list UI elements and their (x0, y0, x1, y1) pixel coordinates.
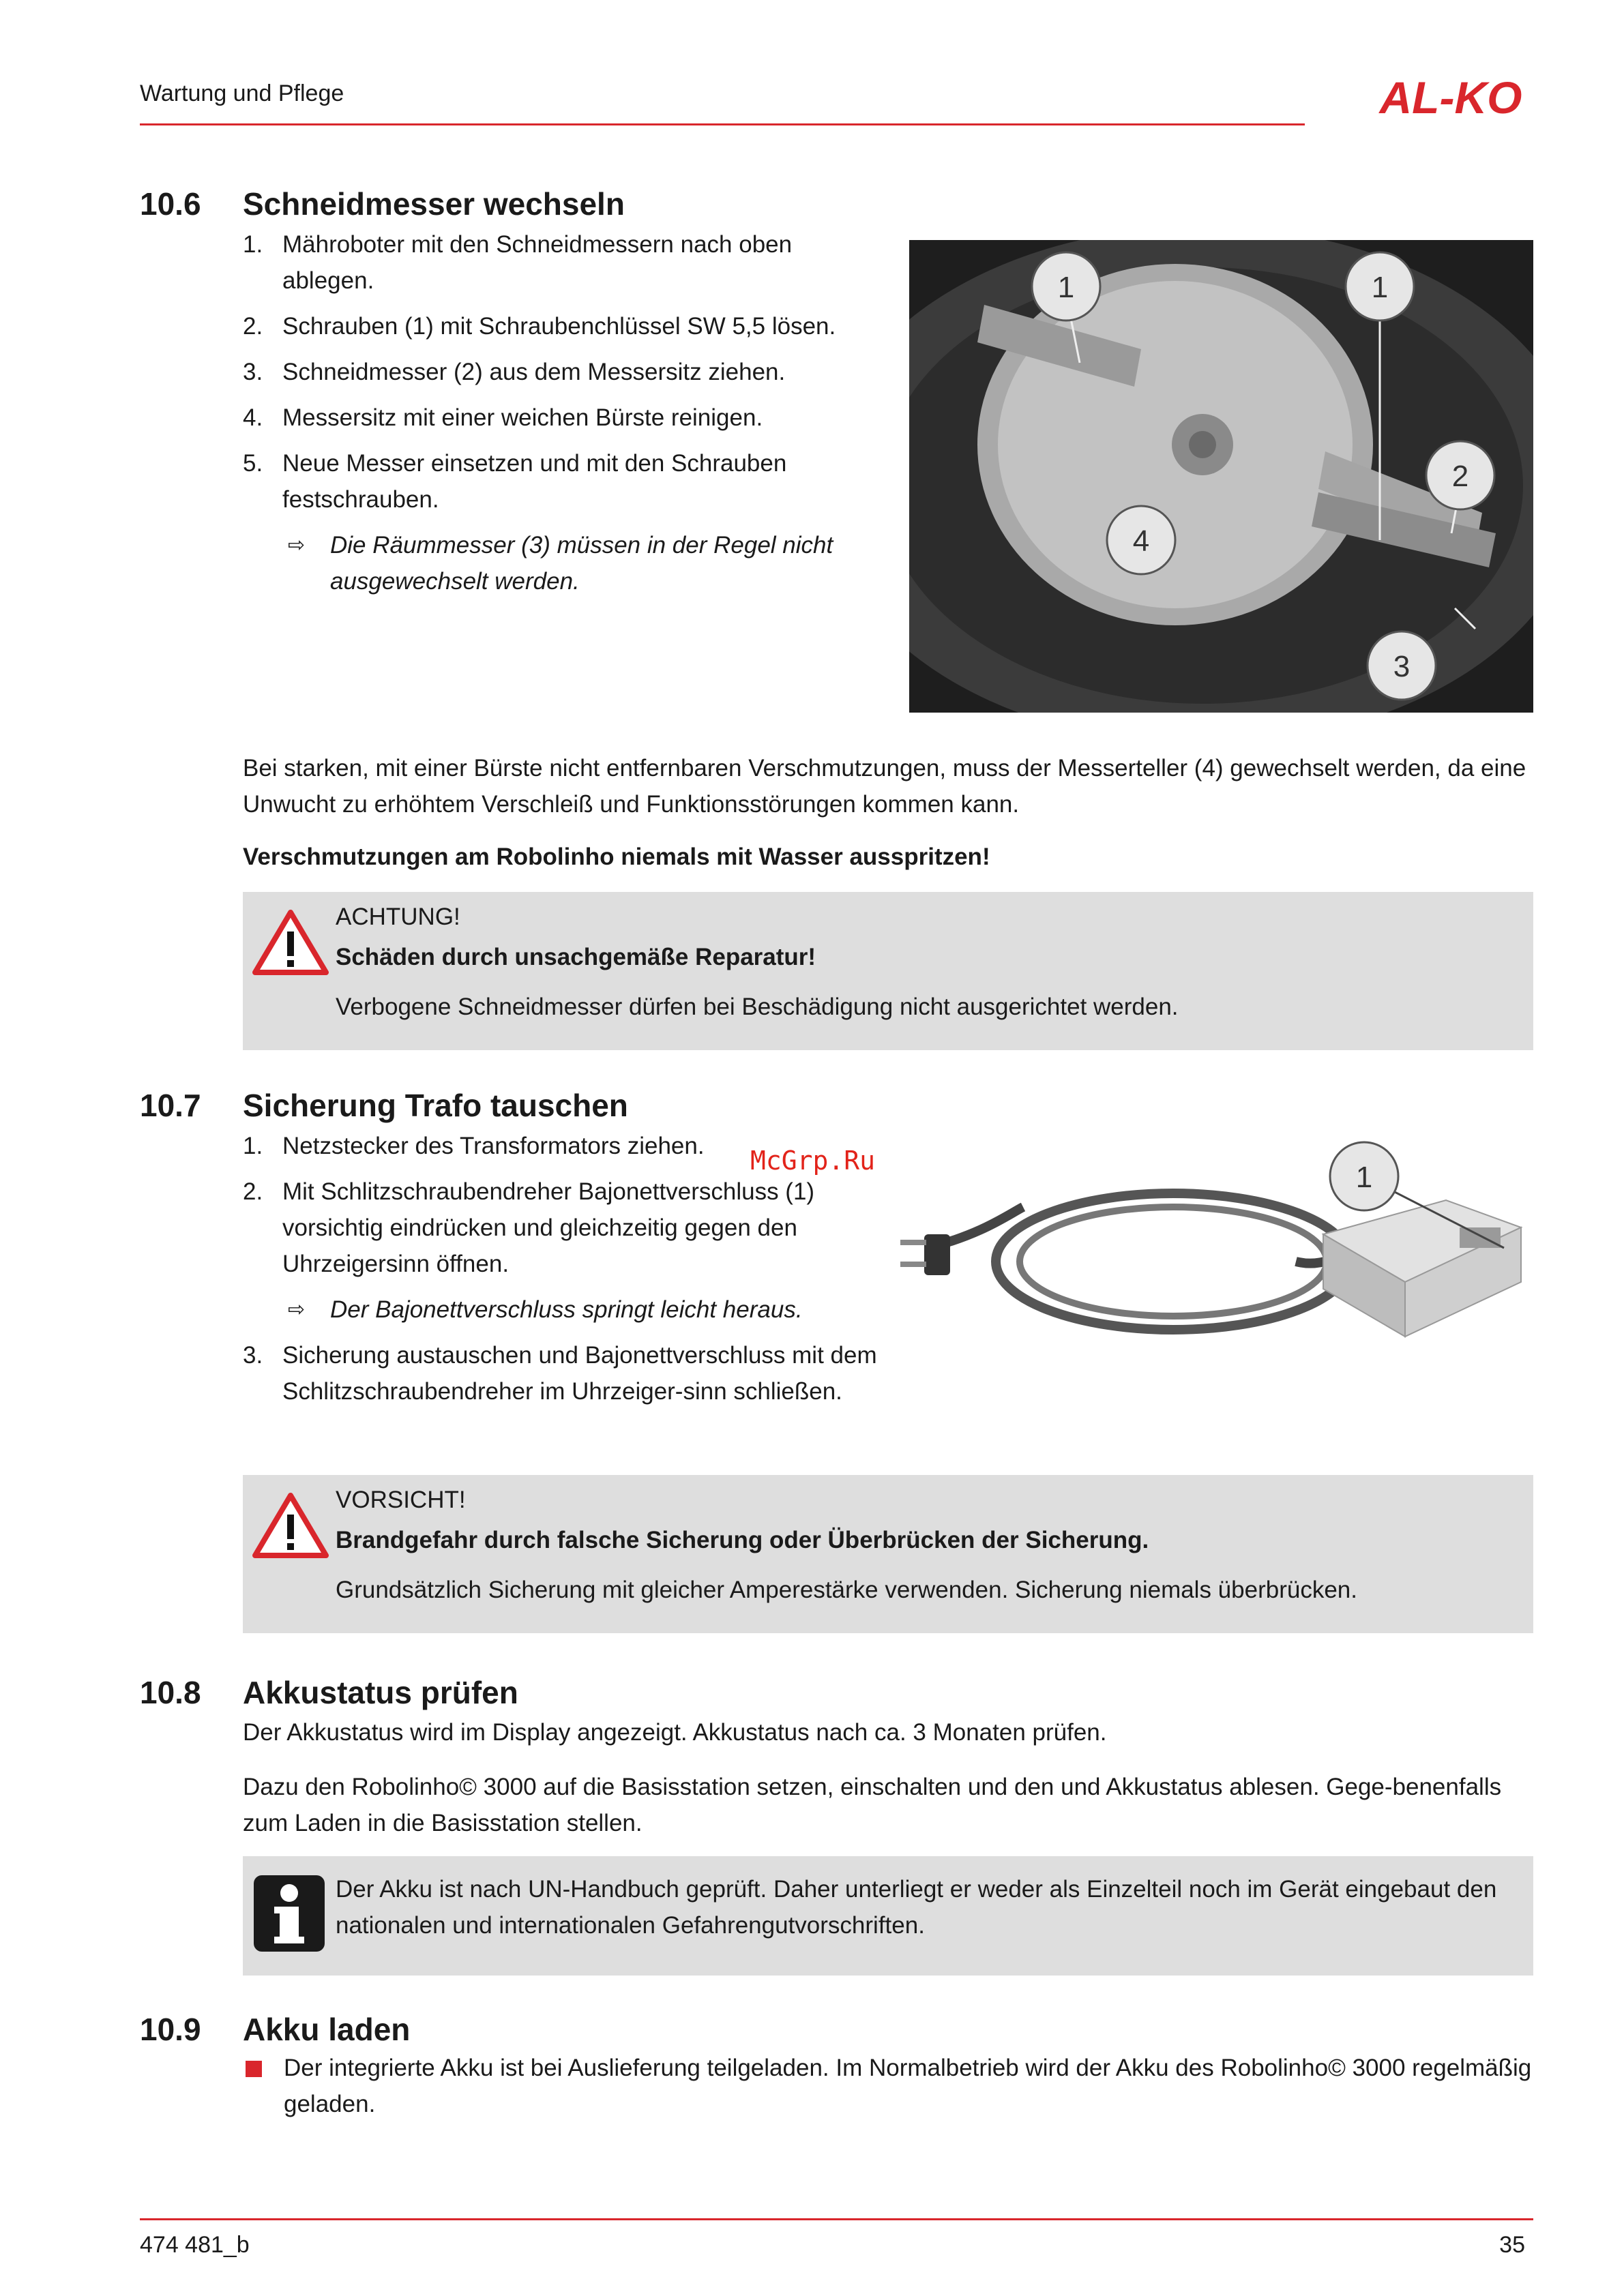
callout-2-icon (1426, 441, 1494, 509)
page-number: 35 (1499, 2232, 1525, 2258)
section-title-10-6: Schneidmesser wechseln (243, 186, 625, 222)
callout-1b-icon (1346, 252, 1414, 320)
section-title-10-9: Akku laden (243, 2012, 411, 2047)
list-item: 1. Mähroboter mit den Schneidmessern nach oben ablegen. (243, 231, 793, 294)
callout-1a-icon (1032, 252, 1100, 320)
section-title-10-8: Akkustatus prüfen (243, 1675, 518, 1710)
notice-vorsicht (243, 1475, 1533, 1633)
callout-3-icon (1368, 631, 1436, 700)
svg-text:2: 2 (1451, 460, 1469, 493)
footer-rule (140, 2218, 1533, 2220)
warning-water: Verschmutzungen am Robolinho niemals mit Wasser ausspritzen! (243, 844, 990, 870)
running-header: Wartung und Pflege (140, 80, 344, 106)
section-number-10-9: 10.9 (140, 2012, 201, 2047)
svg-text:1: 1 (1057, 271, 1075, 304)
doc-number: 474 481_b (140, 2232, 250, 2258)
section-number-10-7: 10.7 (140, 1088, 201, 1123)
svg-text:4: 4 (1132, 524, 1150, 558)
steps-10-6 (243, 226, 877, 609)
svg-text:1: 1 (1371, 271, 1389, 304)
svg-text:3: 3 (1393, 650, 1411, 683)
logo-text: AL-KO (1379, 74, 1522, 121)
paragraph-basisstation: Dazu den Robolinho© 3000 auf die Basisstation setzen, einschalten und den und Akkustatus ablesen. Gege-benenfalls zum Laden in die Basisstation stellen. (243, 1774, 1502, 1836)
bullet-square-icon (246, 2061, 262, 2077)
result-note: ⇨ Der Bajonettverschluss springt leicht heraus. (243, 1292, 877, 1328)
signal-word: VORSICHT! (336, 1487, 466, 1513)
callout-1-icon (1330, 1142, 1398, 1210)
list-item: 5. Neue Messer einsetzen und mit den Schrauben festschrauben. (243, 450, 787, 513)
warning-triangle-icon (251, 1491, 330, 1560)
transformer-photo (887, 1132, 1533, 1384)
notice-text: Grundsätzlich Sicherung mit gleicher Amperestärke verwenden. Sicherung niemals überbrücken. (336, 1577, 1357, 1603)
notice-text: Verbogene Schneidmesser dürfen bei Beschädigung nicht ausgerichtet werden. (336, 994, 1179, 1020)
callout-4-icon (1107, 506, 1175, 574)
notice-achtung (243, 892, 1533, 1050)
list-item: 2. Schrauben (1) mit Schraubenchlüssel SW 5,5 lösen. (243, 313, 836, 340)
notice-headline: Schäden durch unsachgemäße Reparatur! (336, 944, 816, 970)
warning-triangle-icon (251, 908, 330, 976)
bullet-text: Der integrierte Akku ist bei Auslieferung teilgeladen. Im Normalbetrieb wird der Akku des Robolinho© 3000 regelmäßig geladen. (284, 2055, 1532, 2117)
info-icon (254, 1875, 325, 1952)
list-item: 2. Mit Schlitzschraubendreher Bajonettverschluss (1) vorsichtig eindrücken und gleichzeitig gegen den Uhrzeigersinn öffnen. (243, 1178, 815, 1277)
blade-photo (909, 240, 1533, 713)
paragraph-brush: Bei starken, mit einer Bürste nicht entfernbaren Verschmutzungen, muss der Messerteller (4) gewechselt werden, da eine Unwucht zu erhöhtem Verschleiß und Funktionsstörungen kommen kann. (243, 755, 1526, 818)
section-number-10-6: 10.6 (140, 186, 201, 222)
list-item: 3. Schneidmesser (2) aus dem Messersitz ziehen. (243, 359, 786, 385)
section-number-10-8: 10.8 (140, 1675, 201, 1710)
section-title-10-7: Sicherung Trafo tauschen (243, 1088, 628, 1123)
result-note: ⇨ Die Räummesser (3) müssen in der Regel nicht ausgewechselt werden. (243, 527, 877, 599)
watermark: McGrp.Ru (750, 1146, 876, 1176)
info-box (243, 1856, 1533, 1976)
list-item: 1. Netzstecker des Transformators ziehen. (243, 1133, 705, 1159)
svg-text:1: 1 (1355, 1161, 1373, 1194)
arrow-icon: ⇨ (288, 1298, 306, 1321)
paragraph-akkustatus: Der Akkustatus wird im Display angezeigt. Akkustatus nach ca. 3 Monaten prüfen. (243, 1719, 1107, 1746)
list-item: 4. Messersitz mit einer weichen Bürste reinigen. (243, 404, 763, 431)
notice-headline: Brandgefahr durch falsche Sicherung oder Überbrücken der Sicherung. (336, 1527, 1149, 1553)
header-rule (140, 123, 1305, 125)
info-text: Der Akku ist nach UN-Handbuch geprüft. Daher unterliegt er weder als Einzelteil noch im Gerät eingebaut den nationalen und internationalen Gefahrengutvorschriften. (336, 1876, 1497, 1939)
alko-logo (1366, 74, 1535, 121)
arrow-icon: ⇨ (288, 534, 306, 556)
signal-word: ACHTUNG! (336, 904, 460, 930)
list-item: 3. Sicherung austauschen und Bajonettverschluss mit dem Schlitzschraubendreher im Uhrzeiger-sinn schließen. (243, 1342, 877, 1405)
